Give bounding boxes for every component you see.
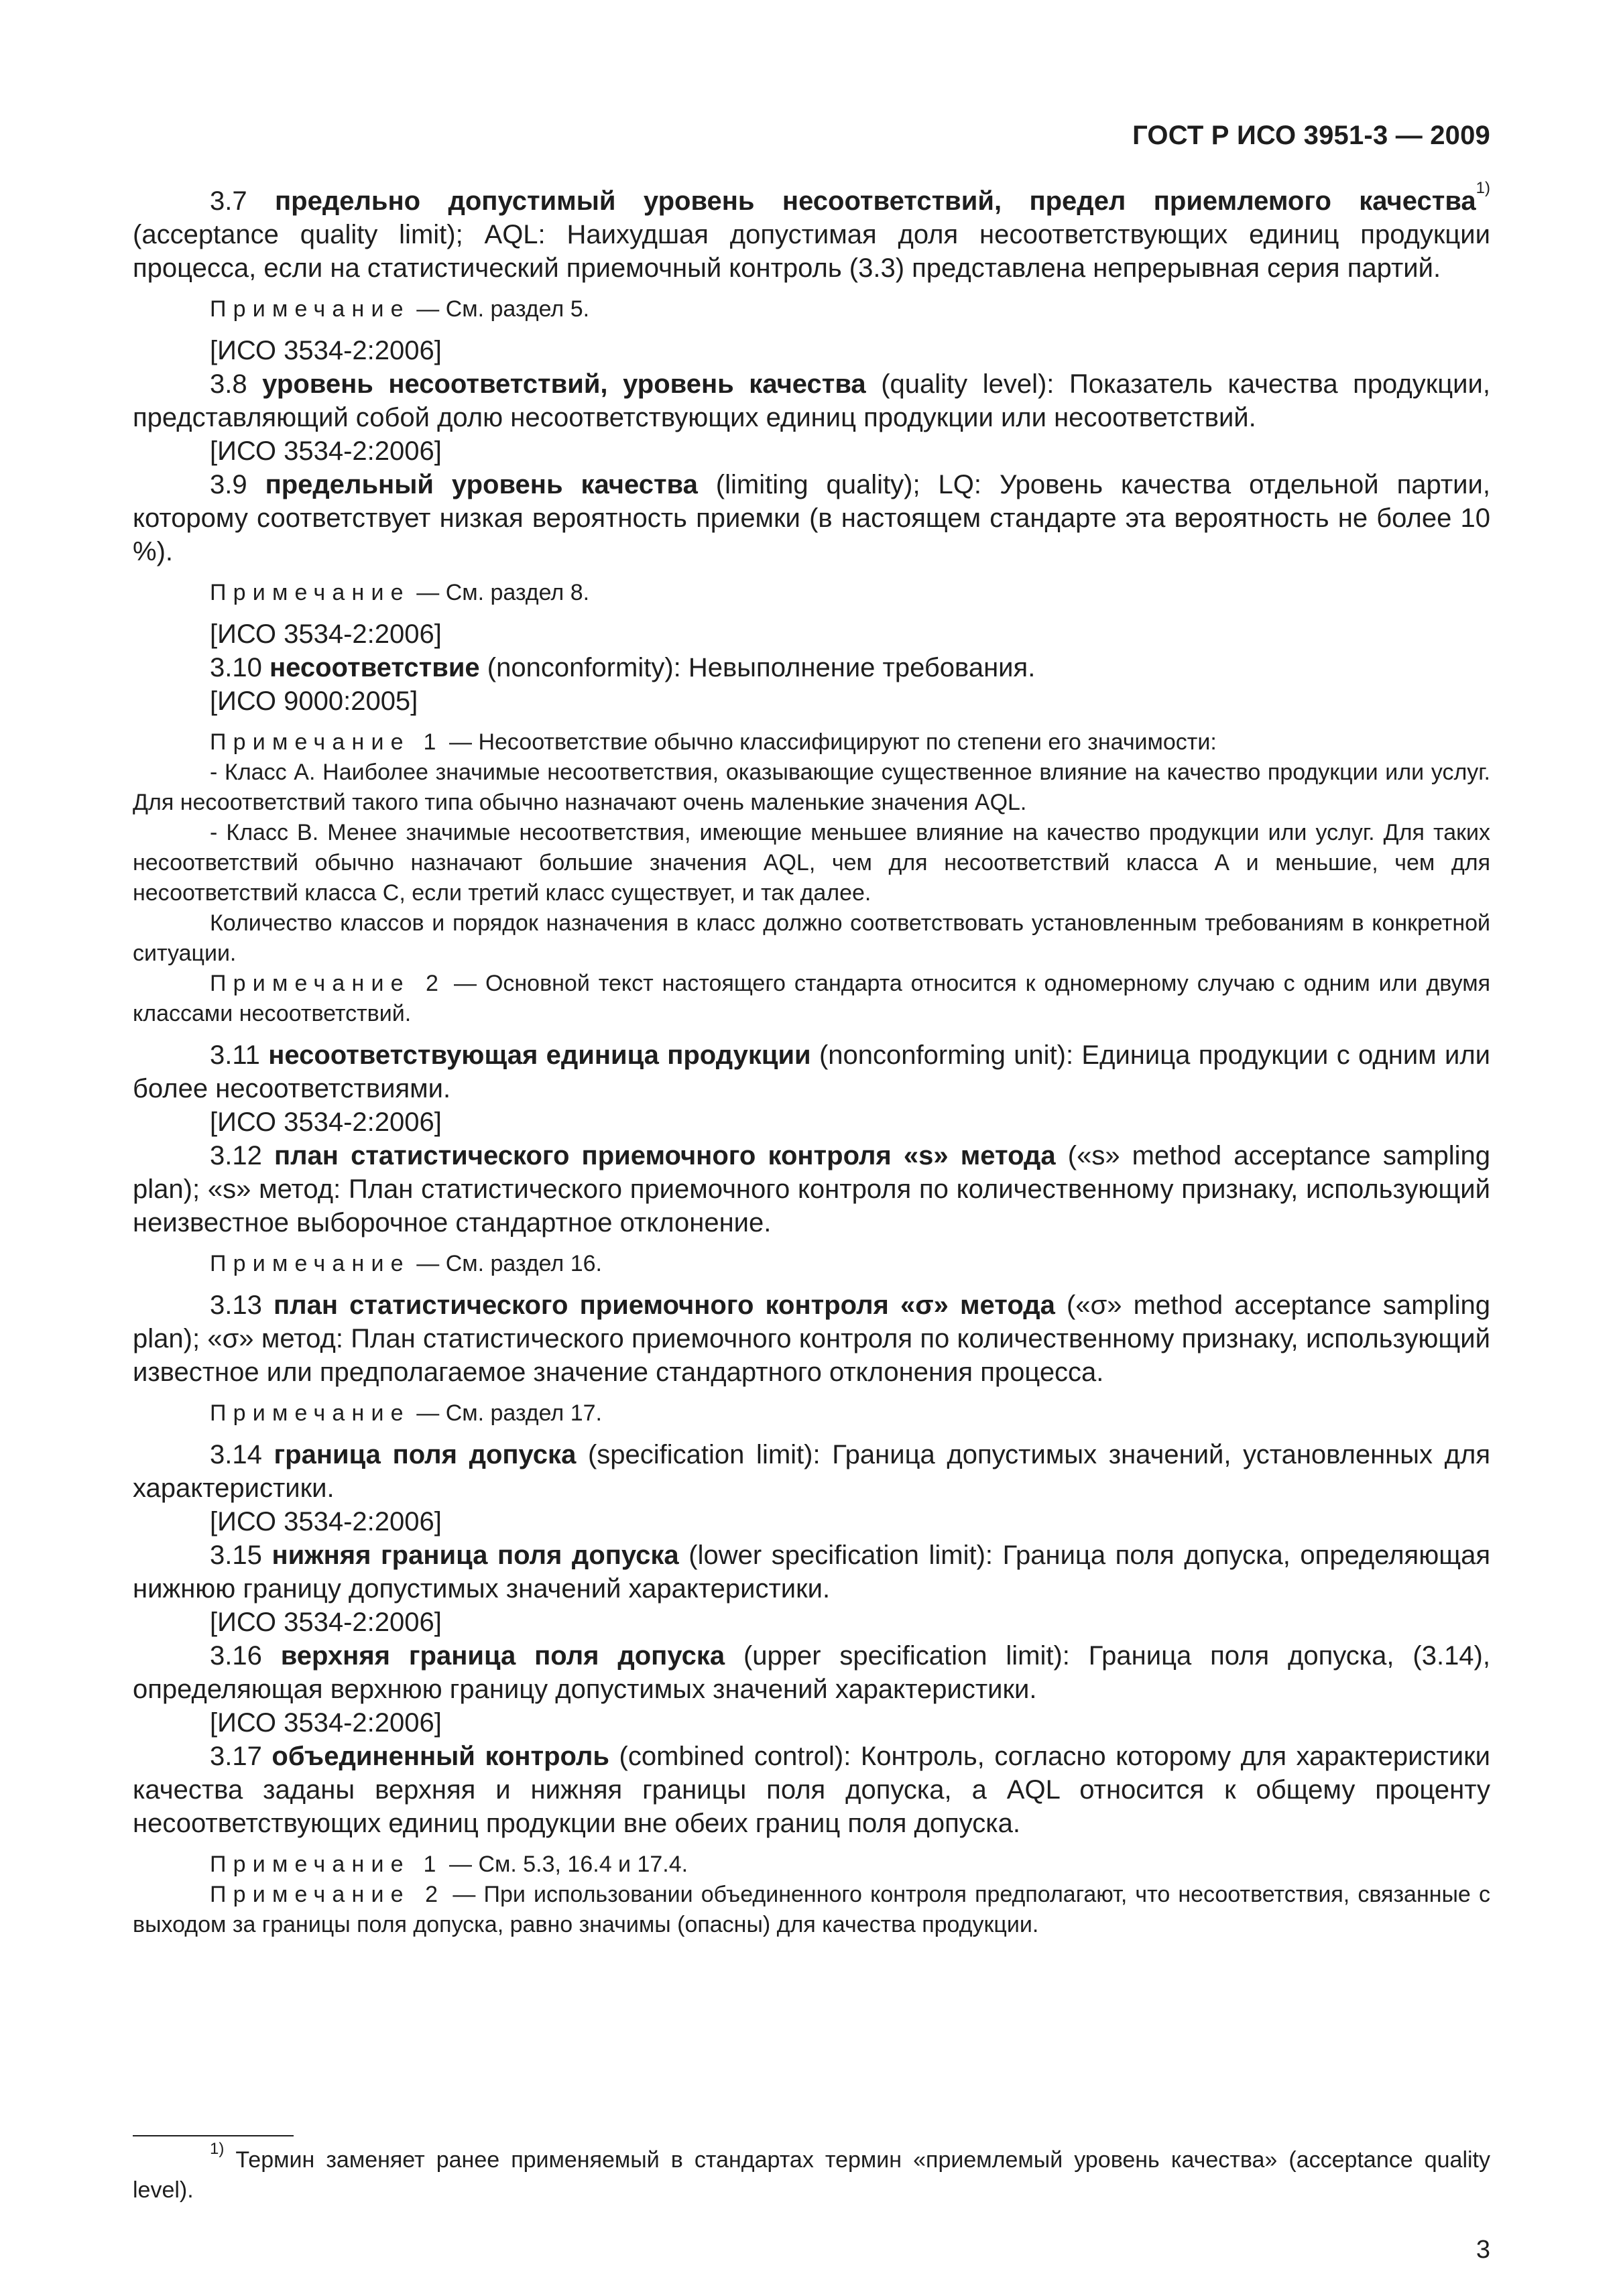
def-number: 3.16 [210, 1641, 262, 1671]
footnote-mark: 1) [210, 2140, 225, 2158]
def-number: 3.12 [210, 1141, 262, 1170]
note-text: — См. раздел 5. [410, 296, 590, 322]
note-label: Примечание 2 [210, 971, 446, 996]
note-label: Примечание 2 [210, 1882, 445, 1907]
def-number: 3.17 [210, 1742, 262, 1771]
def-term: несоответствие [269, 653, 480, 682]
def-term: план статистического приемочного контроля «σ» метода [274, 1290, 1055, 1320]
note-text: — См. раздел 8. [410, 580, 590, 605]
note-classes-count: Количество классов и порядок назначения в класс должно соответствовать установленным требованиям в конкретной ситуации. [133, 910, 1490, 966]
def-term: несоответствующая единица продукции [268, 1040, 811, 1070]
source-ref: [ИСО 3534-2:2006] [210, 436, 442, 466]
note-class-a: - Класс А. Наиболее значимые несоответствия, оказывающие существенное влияние на качество продукции или услуг. Для несоответствий такого типа обычно назначают очень маленькие значения AQL. [133, 760, 1490, 815]
def-text: (lower specification limit): Граница поля допуска, определяющая нижнюю границу допустимых значений характеристики. [133, 1540, 1491, 1604]
definition-3-13 [133, 1288, 1490, 1389]
def-number: 3.8 [210, 369, 247, 399]
definition-3-11 [133, 1038, 1490, 1105]
note-label: Примечание [210, 1400, 410, 1426]
note-3-9 [133, 578, 1490, 608]
def-text: (nonconformity): Невыполнение требования. [479, 653, 1036, 682]
definition-3-15 [133, 1538, 1490, 1606]
note-label: Примечание [210, 580, 410, 605]
page-number: 3 [1476, 2236, 1490, 2264]
def-text: (acceptance quality limit); AQL: Наихудшая допустимая доля несоответствующих единиц продукции процесса, если на статистический приемочный контроль (3.3) представлена непрерывная серия партий. [133, 220, 1490, 283]
note-text: — См. раздел 17. [410, 1400, 602, 1426]
note-label: Примечание 1 [210, 1852, 443, 1877]
document-header: ГОСТ Р ИСО 3951-3 — 2009 [1132, 121, 1490, 150]
definition-3-8 [133, 367, 1490, 434]
definition-3-7 [133, 179, 1490, 285]
note-text: — При использовании объединенного контроля предполагают, что несоответствия, связанные с выходом за границы поля допуска, равно значимы (опасны) для качества продукции. [133, 1882, 1490, 1937]
definition-3-16 [133, 1639, 1490, 1706]
document-body [133, 179, 1491, 1940]
footnote [133, 2140, 1490, 2206]
def-text: (nonconforming unit): Единица продукции с одним или более несоответствиями. [133, 1040, 1490, 1103]
note-text: — Основной текст настоящего стандарта относится к одномерному случаю с одним или двумя классами несоответствий. [133, 971, 1490, 1026]
note-text: — Несоответствие обычно классифицируют по степени его значимости: [442, 729, 1217, 755]
def-term: граница поля допуска [274, 1440, 577, 1469]
footnote-divider [133, 2135, 294, 2136]
note-text: — См. раздел 16. [410, 1251, 602, 1276]
def-text: (specification limit): Граница допустимых значений, установленных для характеристики. [133, 1440, 1490, 1503]
source-ref: [ИСО 3534-2:2006] [210, 1608, 442, 1637]
note-label: Примечание [210, 1251, 410, 1276]
def-text: (upper specification limit): Граница поля допуска, (3.14), определяющая верхнюю границу допустимых значений характеристики. [133, 1641, 1490, 1704]
def-text: («s» method acceptance sampling plan); «s» метод: План статистического приемочного контроля по количественному признаку, использующий неизвестное выборочное стандартное отклонение. [133, 1141, 1490, 1237]
note-label: Примечание 1 [210, 729, 443, 755]
def-text: (quality level): Показатель качества продукции, представляющий собой долю несоответствующих единиц продукции или несоответствий. [133, 369, 1490, 432]
def-term: план статистического приемочного контроля «s» метода [274, 1141, 1056, 1170]
source-ref: [ИСО 3534-2:2006] [210, 619, 442, 649]
note-class-b: - Класс В. Менее значимые несоответствия, имеющие меньшее влияние на качество продукции или услуг. Для таких несоответствий обычно назначают большие значения AQL, чем для несоответствий класса А и меньшие, чем для несоответствий класса С, если третий класс существует, и так далее. [133, 820, 1490, 906]
source-ref: [ИСО 3534-2:2006] [210, 1507, 442, 1536]
note-label: Примечание [210, 296, 410, 322]
def-term: предельно допустимый уровень несоответствий, предел приемлемого качества [275, 186, 1476, 216]
def-number: 3.11 [210, 1040, 260, 1070]
definition-3-9 [133, 468, 1490, 568]
note-3-7 [133, 294, 1490, 324]
source-ref: [ИСО 3534-2:2006] [210, 1708, 442, 1738]
note-text: — См. 5.3, 16.4 и 17.4. [442, 1852, 688, 1877]
note-3-12 [133, 1249, 1490, 1279]
definition-3-10 [133, 651, 1490, 684]
source-ref: [ИСО 3534-2:2006] [210, 1107, 442, 1137]
definition-3-12 [133, 1139, 1490, 1240]
def-number: 3.15 [210, 1540, 262, 1570]
def-term: верхняя граница поля допуска [280, 1641, 725, 1671]
def-number: 3.13 [210, 1290, 262, 1320]
footnote-text: Термин заменяет ранее применяемый в стандартах термин «приемлемый уровень качества» (acceptance quality level). [133, 2147, 1490, 2203]
def-text: (combined control): Контроль, согласно которому для характеристики качества заданы верхняя и нижняя границы поля допуска, а AQL относится к общему проценту несоответствующих единиц продукции вне обеих границ поля допуска. [133, 1742, 1490, 1838]
def-term: предельный уровень качества [265, 470, 698, 499]
def-term: объединенный контроль [272, 1742, 609, 1771]
def-term: нижняя граница поля допуска [272, 1540, 679, 1570]
note-3-10-1 [133, 727, 1490, 758]
def-number: 3.7 [210, 186, 247, 216]
note-3-10-2 [133, 969, 1490, 1029]
note-3-17-2 [133, 1880, 1490, 1940]
def-text: («σ» method acceptance sampling plan); «σ» метод: План статистического приемочного контроля по количественному признаку, использующий известное или предполагаемое значение стандартного отклонения процесса. [133, 1290, 1490, 1387]
def-text: (limiting quality); LQ: Уровень качества отдельной партии, которому соответствует низкая вероятность приемки (в настоящем стандарте эта вероятность не более 10 %). [133, 470, 1490, 566]
source-ref: [ИСО 3534-2:2006] [210, 336, 442, 365]
footnote-mark: 1) [1476, 179, 1490, 197]
def-number: 3.14 [210, 1440, 262, 1469]
note-3-13 [133, 1398, 1490, 1429]
definition-3-14 [133, 1438, 1490, 1505]
definition-3-17 [133, 1740, 1490, 1840]
source-ref: [ИСО 9000:2005] [210, 686, 418, 716]
def-number: 3.10 [210, 653, 262, 682]
note-3-17-1 [133, 1850, 1490, 1880]
def-number: 3.9 [210, 470, 247, 499]
def-term: уровень несоответствий, уровень качества [262, 369, 866, 399]
